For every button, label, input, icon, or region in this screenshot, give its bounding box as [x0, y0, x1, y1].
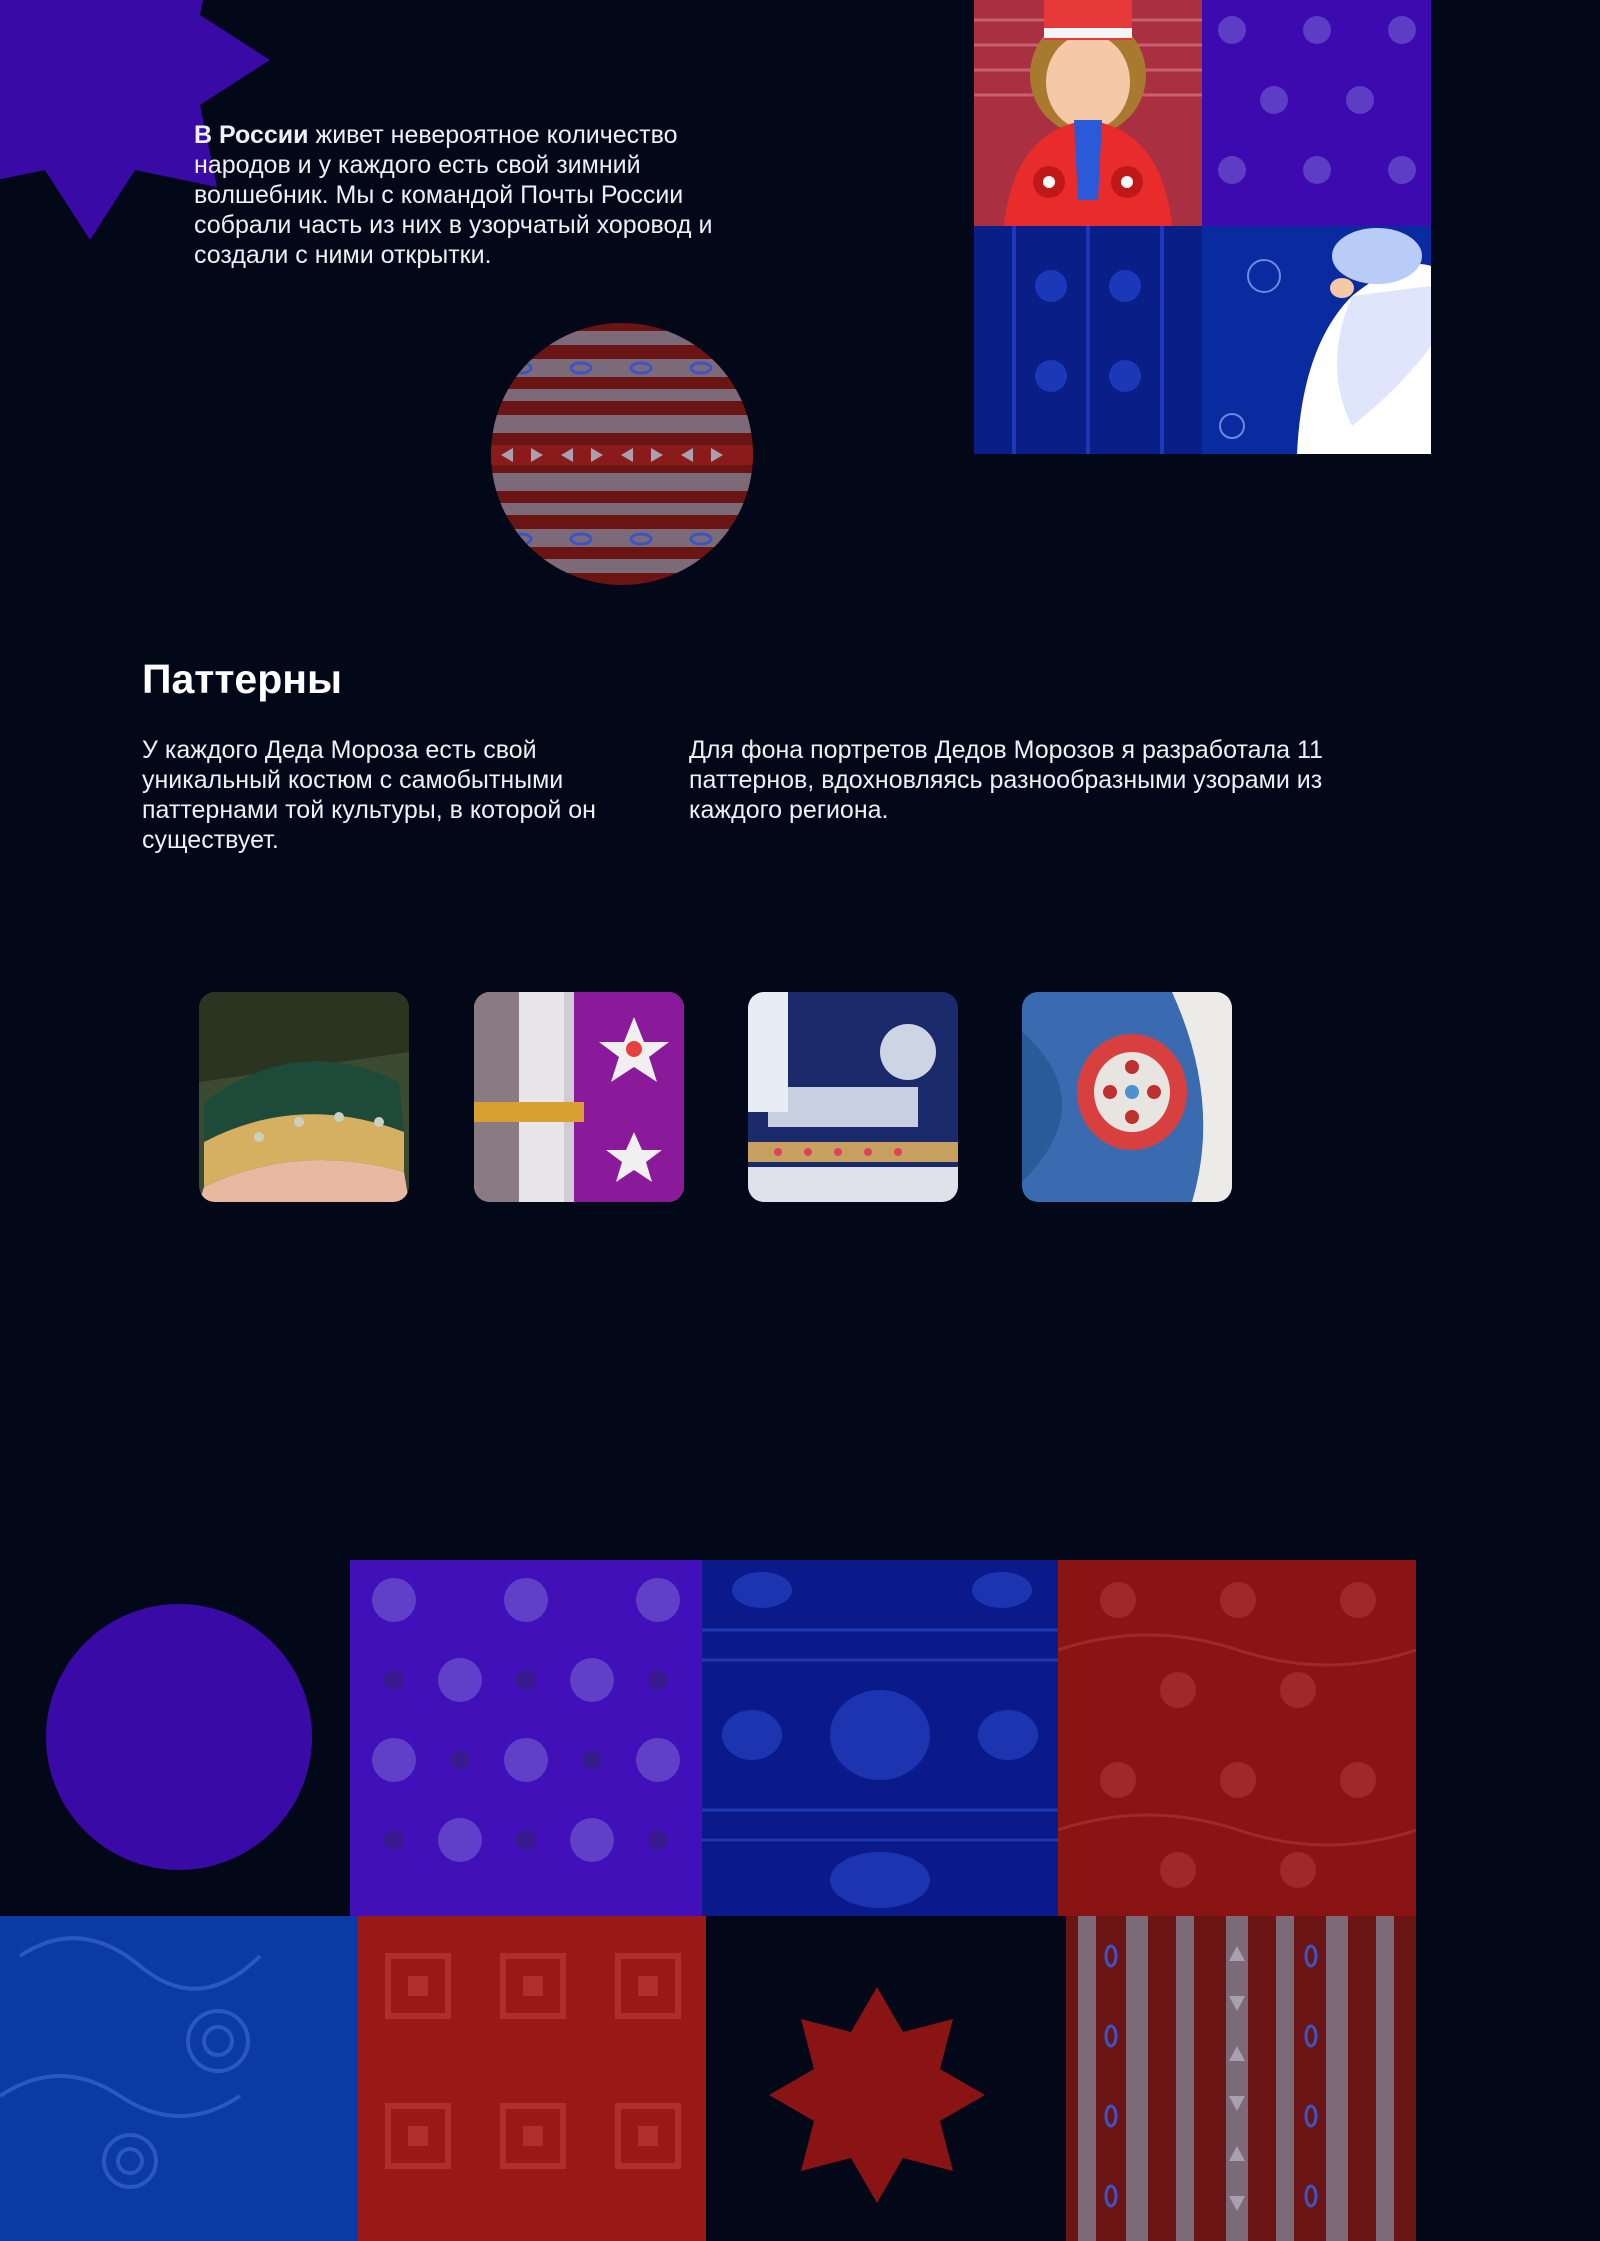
violet-circle-decoration — [46, 1604, 312, 1870]
reference-photo-fur-hat — [199, 992, 409, 1202]
pattern-blue-swirls — [0, 1916, 358, 2241]
reference-photo-red-brooch — [1022, 992, 1232, 1202]
pattern-red-geometric — [358, 1916, 706, 2241]
section-right-text: Для фона портретов Дедов Морозов я разработала 11 паттернов, вдохновляясь разнообразными узорами из каждого региона. — [689, 736, 1323, 824]
pattern-red-flowers — [1058, 1560, 1416, 1916]
tile-navy-ornament — [974, 226, 1202, 454]
pattern-violet-stars — [350, 1560, 702, 1916]
tile-violet-star-pattern — [1202, 0, 1431, 226]
intro-lead-rest: живет невероятное количество народов и у каждого есть свой зимний волшебник. Мы с командой Почты России собрали часть из них в узорчатый хоровод и создали с ними открытки. — [194, 121, 713, 269]
red-star-decoration — [752, 1970, 1002, 2220]
intro-lead-bold: В России — [194, 121, 309, 149]
reference-photo-purple-coat — [474, 992, 684, 1202]
section-left-text: У каждого Деда Мороза есть свой уникальный костюм с самобытными паттернами той культуры, в которой он существует. — [142, 736, 596, 854]
section-title: Паттерны — [142, 656, 343, 702]
reference-photo-blue-lace — [748, 992, 958, 1202]
tile-frost-blue-portrait — [1202, 226, 1431, 454]
ornament-circle — [491, 323, 753, 585]
tile-frost-red-portrait — [974, 0, 1202, 226]
pattern-striped-ornament — [1066, 1916, 1416, 2241]
pattern-navy-lace — [702, 1560, 1058, 1916]
intro-text — [194, 120, 754, 270]
